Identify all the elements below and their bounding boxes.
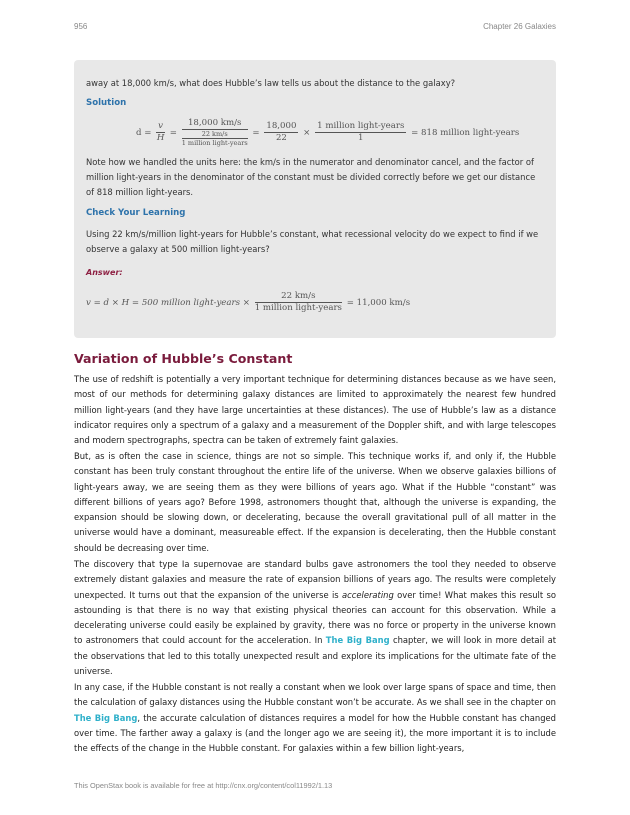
paragraph-4: In any case, if the Hubble constant is not really a constant when we look over large spans of space and time, then the calculation of galaxy distances using the Hubble constant won’t be accurate. As we shall see in the chapter on The Big Bang, the accurate calculation of distances requires a model for how the Hubble constant has changed over time. The farther away a galaxy is (and the longer ago we are seeing it), the more important it is to include the effects of the change in the Hubble constant. For galaxies within a few billion light-years, [74,682,557,754]
answer-equation: v = d × H = 500 million light-years × $\frac{22 km/s}{\text{1 million light-years}}$ = 11,000 km/s [86,291,411,313]
eq-frac-units: $\frac{\text{1 million light-years}}{1}$ [317,121,405,143]
chapter-title: Chapter 26 Galaxies [483,22,556,31]
paragraph-3: The discovery that type Ia supernovae are standard bulbs gave astronomers the tool they needed to observe extremely distant galaxies and measure the rate of expansion billions of years ago. The results were completely unexpected. It turns out that the expansion of the universe is accelerating over time! What makes this result so astounding is that there is no way that existing physical theories can account for this observation. While a decelerating universe could easily be explained by gravity, there was no force or property in the universe known to astronomers that could account for the acceleration. In The Big Bang chapter, we will look in more detail at the observations that led to this totally unexpected result and explore its implications for the ultimate fate of the universe. [74,559,556,677]
answer-label: Answer: [86,268,123,277]
example-box [74,60,556,338]
note-text: Note how we handled the units here: the km/s in the numerator and denominator cancel, and the factor of million light-years in the denominator of the constant must be divided correctly before we get our distance of 818 million light-years. [86,157,536,197]
section-title: Variation of Hubble’s Constant [74,351,293,366]
check-your-learning-label: Check Your Learning [86,208,186,218]
example-intro: away at 18,000 km/s, what does Hubble’s law tells us about the distance to the galaxy? [86,78,456,88]
page-footer: This OpenStax book is available for free at http://cnx.org/content/col11992/1.13 [74,781,333,790]
big-bang-link-1[interactable]: The Big Bang [325,635,390,646]
answer-frac: $\frac{22 km/s}{\text{1 million light-years}}$ [254,291,342,313]
page-number: 956 [74,22,88,31]
paragraph-1: The use of redshift is potentially a very important technique for determining distances because as we have seen, most of our methods for determining galaxy distances are limited to approximately the nearest few hundred million light-years (and they have large uncertainties at these distances). The use of Hubble’s law as a distance indicator requires only a spectrum of a galaxy and a measurement of the Doppler shift, and with large telescopes and modern spectrographs, spectra can be taken of extremely faint galaxies. [74,374,556,446]
paragraph-2: But, as is often the case in science, things are not so simple. This technique works if, and only if, the Hubble constant has been truly constant throughout the entire life of the universe. When we observe galaxies billions of light-years away, we are seeing them as they were billions of years ago. What if the Hubble “constant” was different billions of years ago? Before 1998, astronomers thought that, although the universe is expanding, the expansion should be slowing down, or decelerating, because the overall gravitational pull of all matter in the universe would have a dominant, measureable effect. If the expansion is decelerating, then the Hubble constant should be decreasing over time. [74,451,556,553]
eq-frac-velocity-over-constant: 18,000 km/s 22 km/s 1 million light-years [181,118,248,147]
check-text: Using 22 km/s/million light-years for Hubble’s constant, what recessional velocity do we expect to find if we observe a galaxy at 500 million light-years? [86,229,539,254]
eq-frac-numbers: $\frac{18,000}{22}$ [266,121,297,143]
eq-lhs: d = [136,128,152,138]
eq-frac-v-over-h: $\frac{v}{H}$ [156,121,165,143]
solution-equation: d = $\frac{v}{H}$ = 18,000 km/s 22 km/s 1 million light-years = $\frac{18,000}{22}$ × $\frac{\text{1 million light-years}}{1}$ = 818 million light-years [136,118,520,147]
emphasis-accelerating: accelerating [342,589,394,600]
big-bang-link-2[interactable]: The Big Bang [74,712,138,723]
solution-label: Solution [86,98,127,108]
eq-result: = 818 million light-years [411,128,520,138]
page-header [74,22,556,36]
